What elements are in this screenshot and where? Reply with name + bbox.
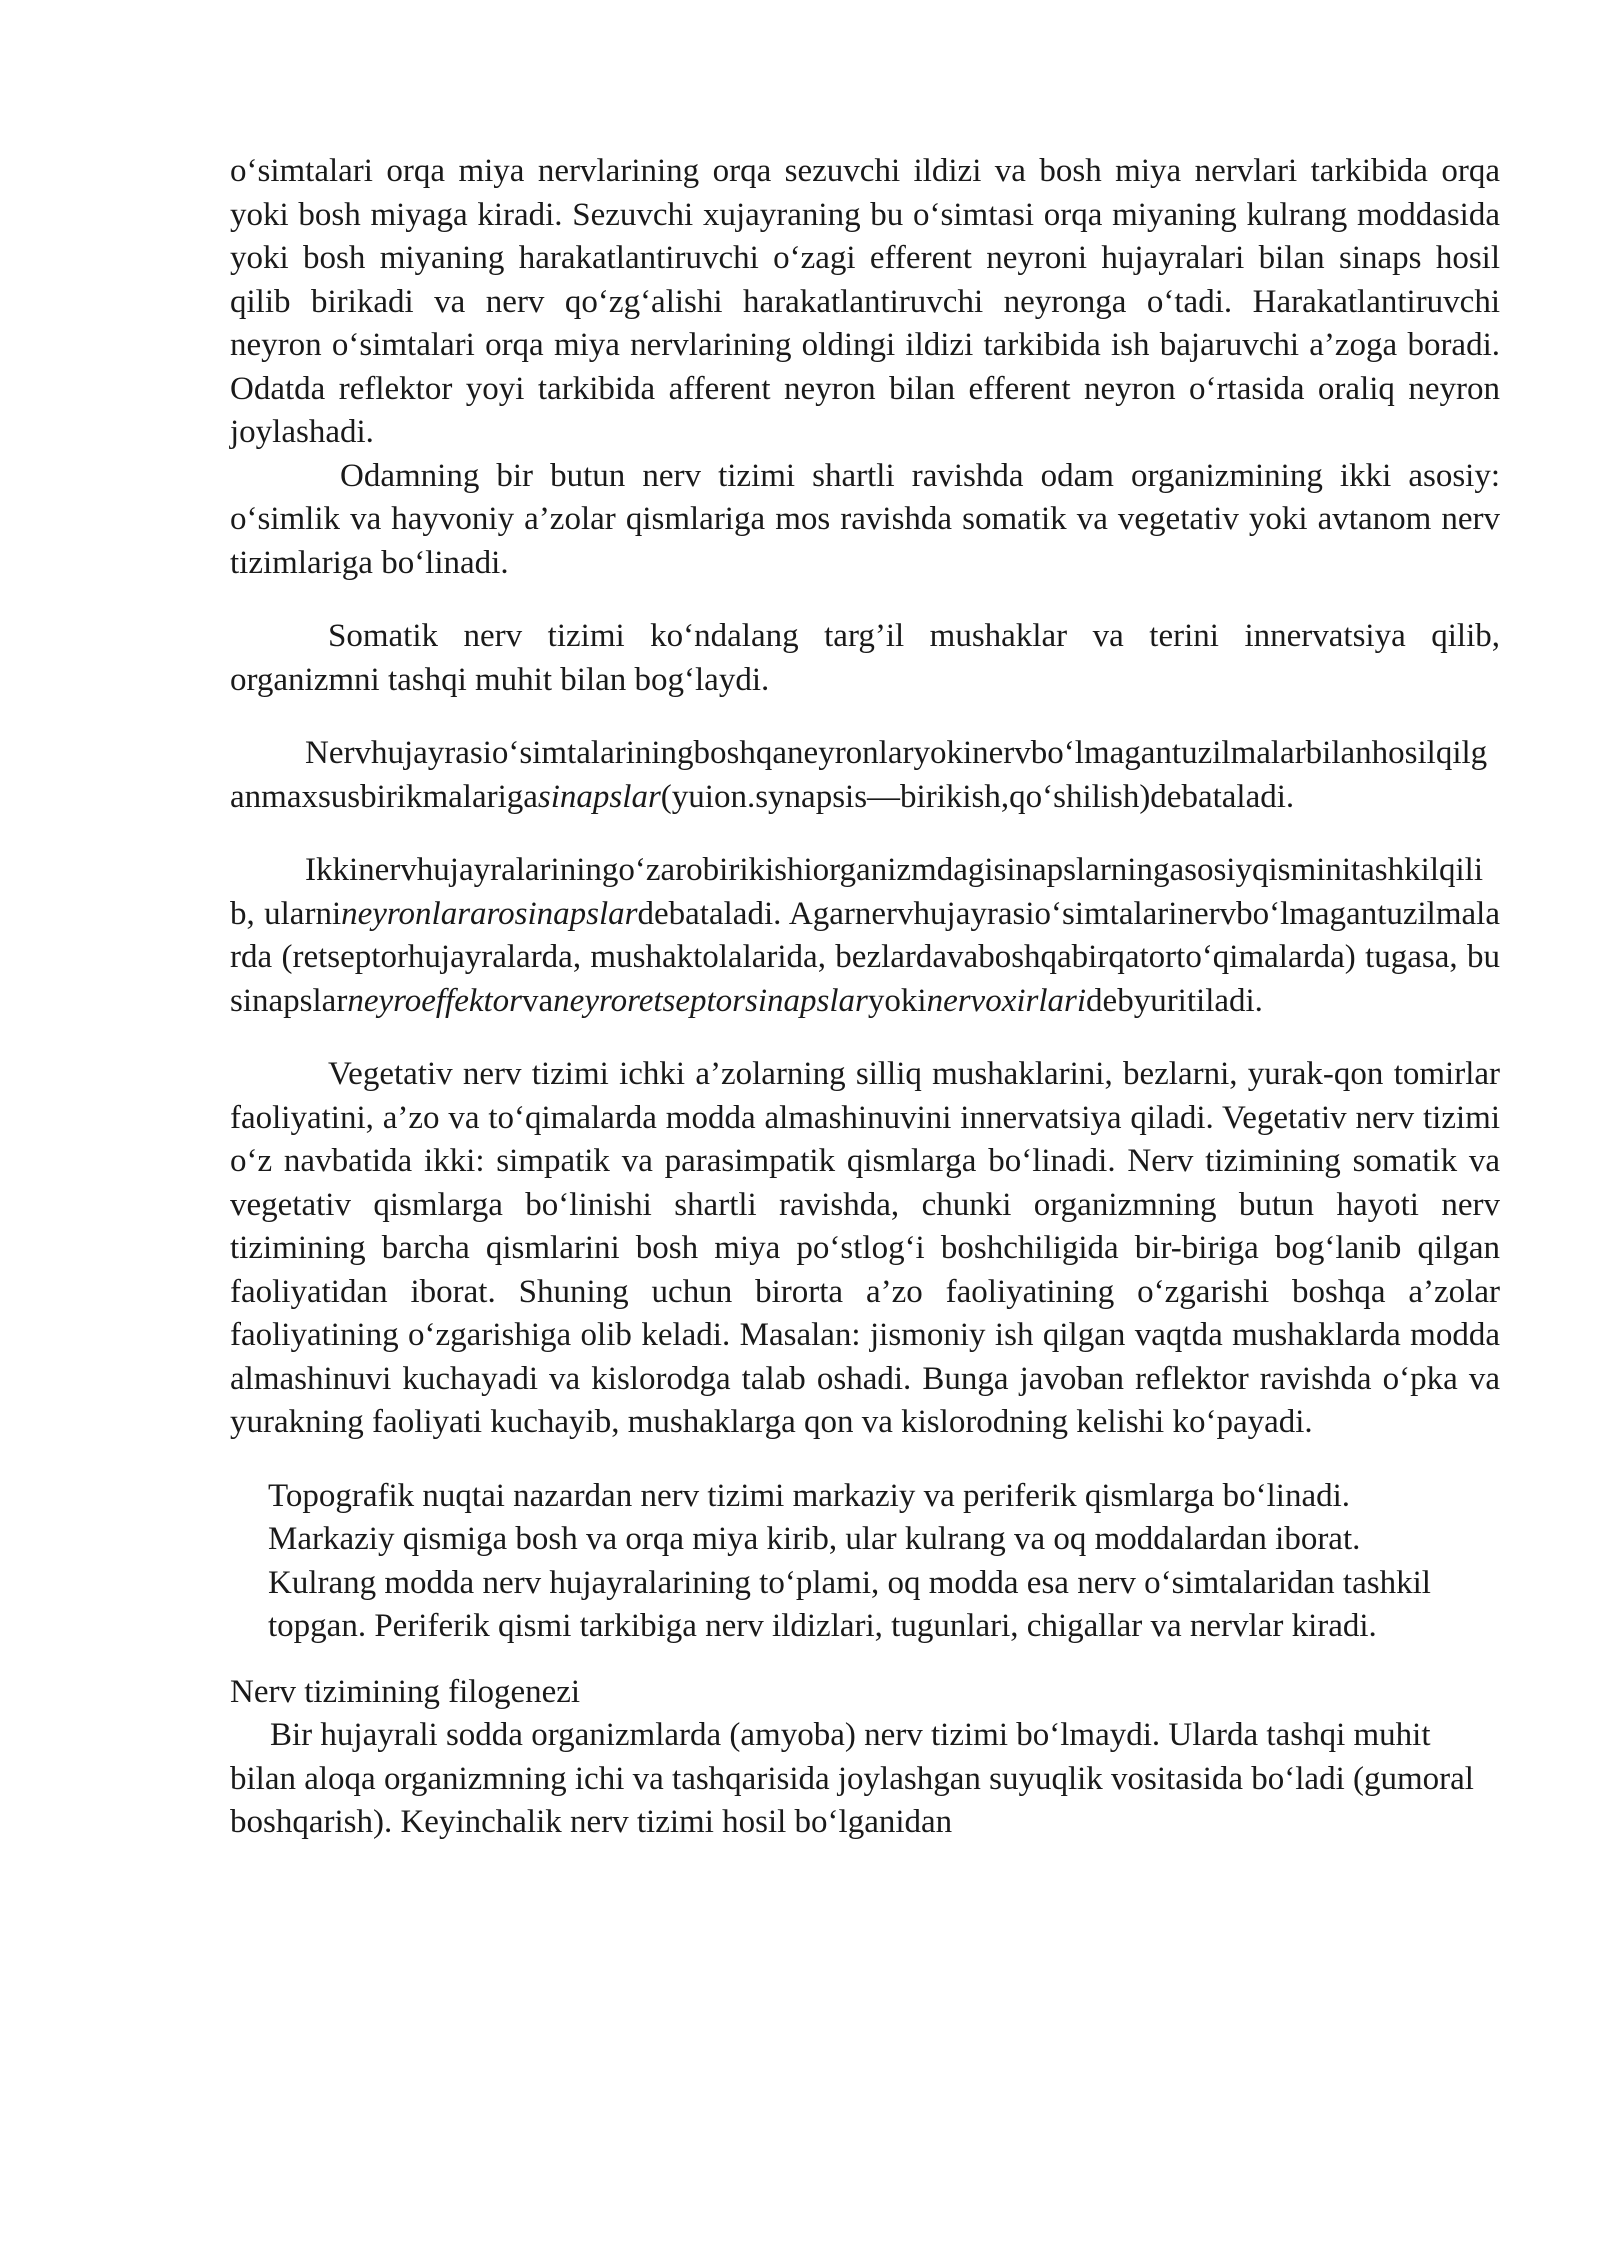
- paragraph-synapse-types: [230, 849, 1500, 1023]
- synapses-text-a: Nervhujayrasio‘simtalariningboshqaneyronlaryokinervbo‘lmagantuzilmalarbilanhosilqilganmaxsusbirikmalariga: [230, 735, 1488, 815]
- paragraph-topography: Topografik nuqtai nazardan nerv tizimi markaziy va periferik qismlarga bo‘linadi. Markaziy qismiga bosh va orqa miya kirib, ular kulrang va oq moddalardan iborat. Kulrang modda nerv hujayralarining to‘plami, oq modda esa nerv o‘simtalaridan tashkil topgan. Periferik qismi tarkibiga nerv ildizlari, tugunlari, chigallar va nervlar kiradi.: [268, 1477, 1431, 1644]
- paragraph-somatic-system: Somatik nerv tizimi ko‘ndalang targ’il mushaklar va terini innervatsiya qilib, organizmni tashqi muhit bilan bog‘laydi.: [230, 618, 1500, 698]
- paragraph-vegetative-system: Vegetativ nerv tizimi ichki a’zolarning silliq mushaklarini, bezlarni, yurak-qon tomirlar faoliyatini, a’zo va to‘qimalarda modda almashinuvini innervatsiya qiladi. Vegetativ nerv tizimi o‘z navbatida ikki: simpatik va parasimpatik qismlarga bo‘linadi. Nerv tizimining somatik va vegetativ qismlarga bo‘linishi shartli ravishda, chunki organizmning butun hayoti nerv tizimining barcha qismlarini bosh miya po‘stlog‘i boshchiligida bir-biriga bog‘lanib qilgan faoliyatidan iborat. Shuning uchun birorta a’zo faoliyatining o‘zgarishi boshqa a’zolar faoliyatining o‘zgarishiga olib keladi. Masalan: jismoniy ish qilgan vaqtda mushaklarda modda almashinuvi kuchayadi va kislorodga talab oshadi. Bunga javoban reflektor ravishda o‘pka va yurakning faoliyati kuchayib, mushaklarga qon va kislorodning kelishi ko‘payadi.: [230, 1056, 1500, 1440]
- nerve-endings-term: nervoxirlari: [926, 982, 1087, 1019]
- synapse-types-text-e: va: [522, 982, 554, 1019]
- interneuronal-synapses-term: neyronlararosinapslar: [341, 895, 638, 932]
- synapse-types-text-a: Ikkinervhujayralariningo‘zarobirikishiorganizmdagisinapslarningasosiyqisminitashkilqilib, ularni: [230, 852, 1483, 932]
- synapses-text-c: (yuion. synapsis — birikish, qo‘shilish) debataladi.: [660, 778, 1295, 815]
- neuroreceptor-term: neyroretseptorsinapslar: [553, 982, 868, 1019]
- paragraph-reflex-arc: o‘simtalari orqa miya nervlarining orqa sezuvchi ildizi va bosh miya nervlari tarkibida orqa yoki bosh miyaga kiradi. Sezuvchi xujayraning bu o‘simtasi orqa miyaning kulrang moddasida yoki bosh miyaning harakatlantiruvchi o‘zagi efferent neyroni hujayralari bilan sinaps hosil qilib birikadi va nerv qo‘zg‘alishi harakatlantiruvchi neyronga o‘tadi. Harakatlantiruvchi neyron o‘simtalari orqa miya nervlarining oldingi ildizi tarkibida ish bajaruvchi a’zoga boradi. Odatda reflektor yoyi tarkibida afferent neyron bilan efferent neyron o‘rtasida oraliq neyron joylashadi.: [230, 153, 1500, 450]
- synapse-types-text-g: yoki: [867, 982, 927, 1019]
- document-page: [230, 150, 1500, 1845]
- paragraph-synapses-definition: [230, 732, 1500, 819]
- synapses-term: sinapslar: [537, 778, 661, 815]
- paragraph-nervous-system-division: Odamning bir butun nerv tizimi shartli ravishda odam organizmining ikki asosiy: o‘simlik va hayvoniy a’zolar qismlariga mos ravishda somatik va vegetativ yoki avtanom nerv tizimlariga bo‘linadi.: [230, 457, 1500, 581]
- synapse-types-text-c: debataladi. Agarnervhujayrasio‘simtalarinervbo‘lmagantuzilmalarda (retseptorhujayralarda, mushaktolalarida, bezlardavaboshqabirqatorto‘qimalarda) tugasa, businapslar: [230, 895, 1500, 1019]
- neuroeffector-term: neyroeffektor: [347, 982, 523, 1019]
- paragraph-phylogenesis: Bir hujayrali sodda organizmlarda (amyoba) nerv tizimi bo‘lmaydi. Ularda tashqi muhit bilan aloqa organizmning ichi va tashqarisida joylashgan suyuqlik vositasida bo‘ladi (gumoral boshqarish). Keyinchalik nerv tizimi hosil bo‘lganidan: [230, 1717, 1474, 1840]
- section-heading: Nerv tizimining filogenezi: [230, 1673, 581, 1710]
- synapse-types-text-i: debyuritiladi.: [1086, 982, 1263, 1019]
